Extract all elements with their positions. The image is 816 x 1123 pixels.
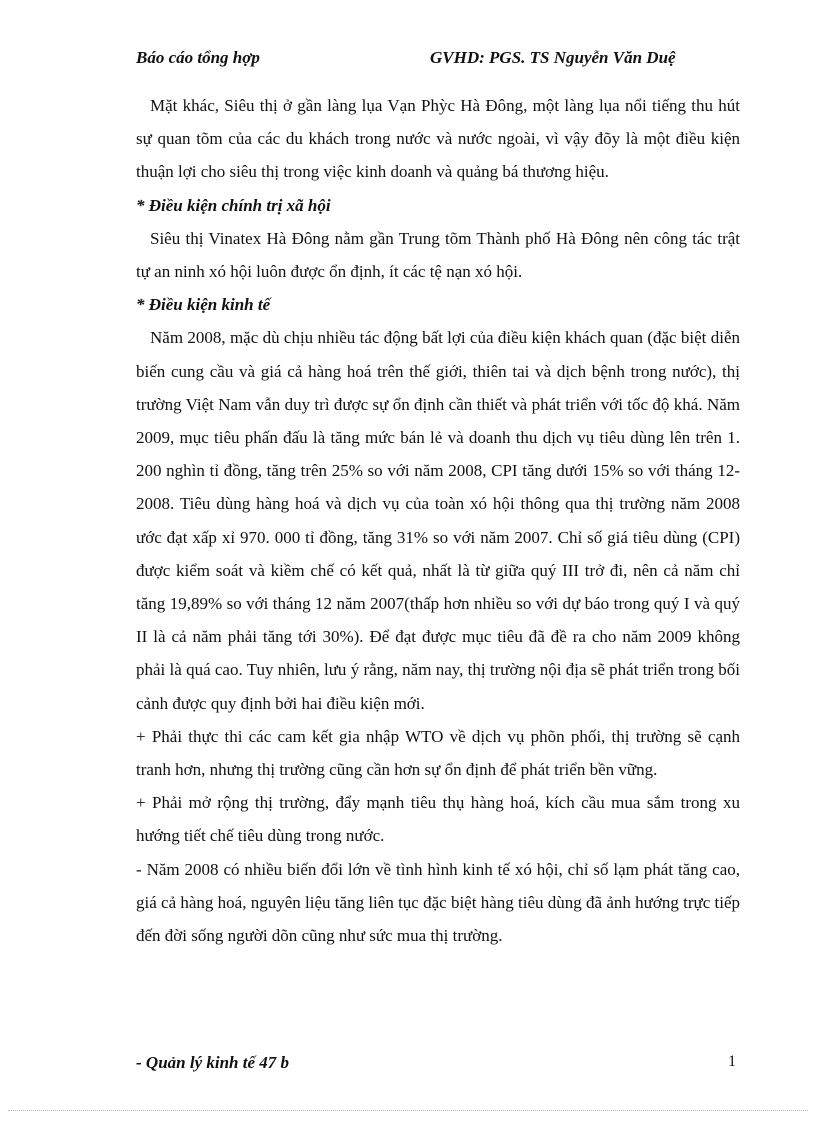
footer-divider [8,1110,808,1111]
header-report-title: Báo cáo tổng hợp [136,48,260,67]
paragraph-economic: Năm 2008, mặc dù chịu nhiều tác động bất lợi của điều kiện khách quan (đặc biệt diễn biến cung cầu và giá cả hàng hoá trên thế giới, thiên tai và dịch bệnh trong nước), thị trường Việt Nam vẫn duy trì được sự ổn định cần thiết và phát triển với tốc độ khá. Năm 2009, mục tiêu phấn đấu là tăng mức bán lẻ và doanh thu dịch vụ tiêu dùng lên trên 1. 200 nghìn tỉ đồng, tăng trên 25% so với năm 2008, CPI tăng dưới 15% so với tháng 12-2008. Tiêu dùng hàng hoá và dịch vụ của toàn xó hội thông qua thị trường năm 2008 ước đạt xấp xỉ 970. 000 tỉ đồng, tăng 31% so với năm 2007. Chỉ số giá tiêu dùng (CPI) được kiểm soát và kiềm chế có kết quả, nhất là từ giữa quý III trở đi, nên cả năm chỉ tăng 19,89% so với tháng 12 năm 2007(thấp hơn nhiều so với dự báo trong quý I và quý II là cả năm phải tăng tới 30%). Để đạt được mục tiêu đã đề ra cho năm 2009 không phải là quá cao. Tuy nhiên, lưu ý rằng, năm nay, thị trường nội địa sẽ phát triển trong bối cảnh được quy định bởi hai điều kiện mới. [136,328,740,713]
heading-political-social: * Điều kiện chính trị xã hội [136,195,331,215]
document-body [136,89,740,952]
paragraph-political-social: Siêu thị Vinatex Hà Đông nằm gần Trung tõm Thành phố Hà Đông nên công tác trật tự an ninh xó hội luôn được ổn định, ít các tệ nạn xó hội. [136,228,740,282]
header-supervisor: GVHD: PGS. TS Nguyễn Văn Duệ [430,48,676,67]
paragraph-market-expansion: + Phải mở rộng thị trường, đẩy mạnh tiêu thụ hàng hoá, kích cầu mua sắm trong xu hướng tiết chế tiêu dùng trong nước. [136,793,740,846]
paragraph-inflation-2008: - Năm 2008 có nhiều biến đổi lớn về tình hình kinh tế xó hội, chỉ số lạm phát tăng cao, giá cả hàng hoá, nguyên liệu tăng liên tục đặc biệt hàng tiêu dùng đã ảnh hướng trực tiếp đến đời sống người dõn cũng như sức mua thị trường. [136,859,740,946]
page-header [136,48,706,74]
paragraph-silk-village: Mặt khác, Siêu thị ở gần làng lụa Vạn Phỳc Hà Đông, một làng lụa nổi tiếng thu hút sự quan tõm của các du khách trong nước và nước ngoài, vì vậy đõy là một điều kiện thuận lợi cho siêu thị trong việc kinh doanh và quảng bá thương hiệu. [136,96,740,182]
heading-economic: * Điều kiện kinh tế [136,295,271,315]
footer-department: - Quản lý kinh tế 47 b [136,1053,290,1072]
page-number: 1 [728,1053,736,1070]
paragraph-wto-commitments: + Phải thực thi các cam kết gia nhập WTO về dịch vụ phõn phối, thị trường sẽ cạnh tranh hơn, nhưng thị trường cũng cần hơn sự ổn định để phát triển bền vững. [136,726,740,780]
